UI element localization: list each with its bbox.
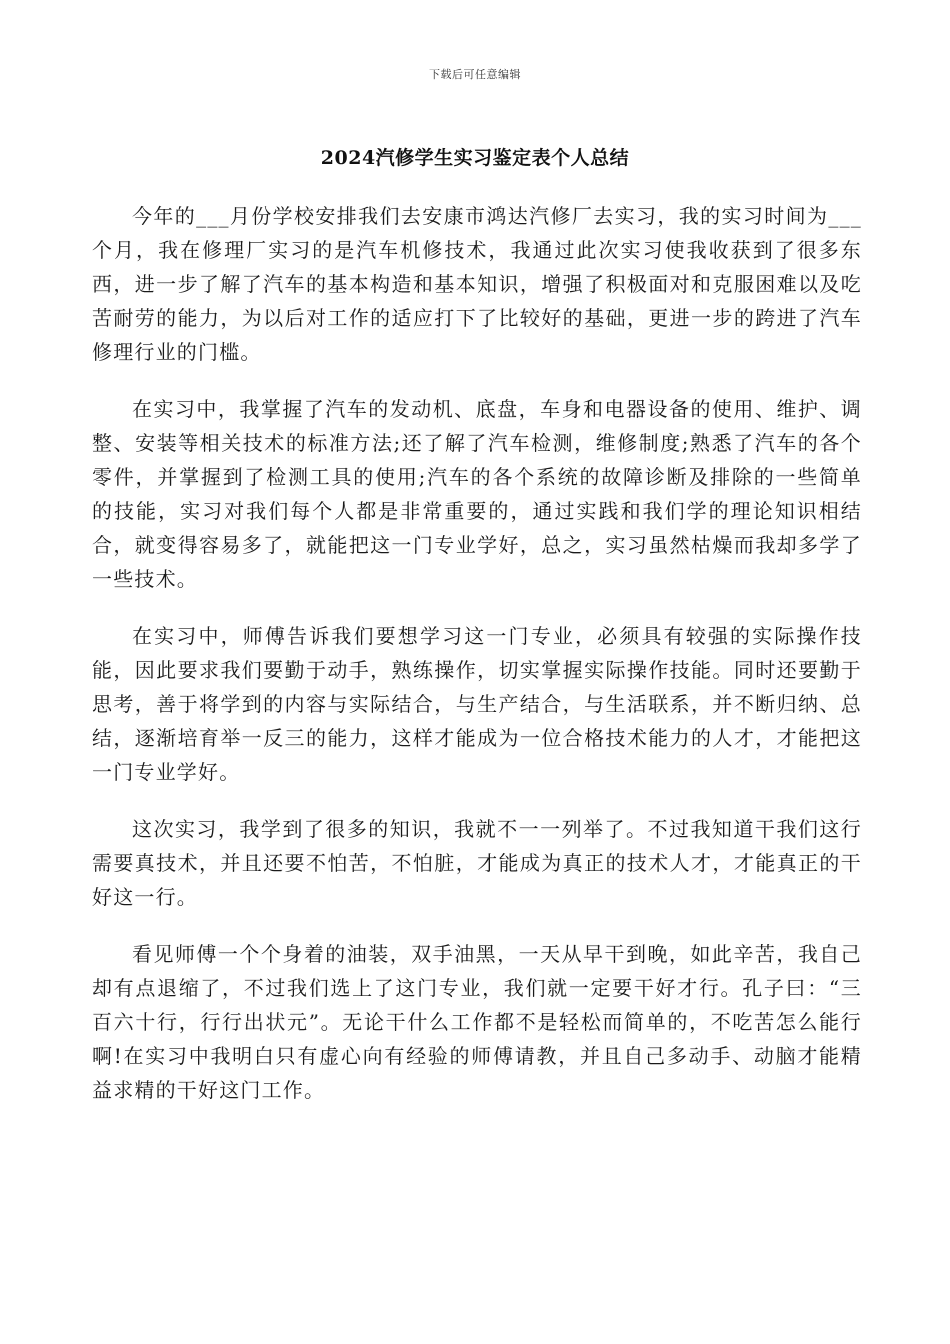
paragraph-4: 这次实习，我学到了很多的知识，我就不一一列举了。不过我知道干我们这行需要真技术，并且还要不怕苦，不怕脏，才能成为真正的技术人才，才能真正的干好这一行。 (92, 817, 862, 909)
paragraph-5: 看见师傅一个个身着的油装，双手油黑，一天从早干到晚，如此辛苦，我自己却有点退缩了，不过我们选上了这门专业，我们就一定要干好才行。孔子曰：“三百六十行，行行出状元”。无论干什么工作都不是轻松而简单的，不吃苦怎么能行啊!在实习中我明白只有虚心向有经验的师傅请教，并且自己多动手、动脑才能精益求精的干好这门工作。 (92, 942, 862, 1102)
paragraph-1: 今年的___月份学校安排我们去安康市鸿达汽修厂去实习，我的实习时间为___个月，我在修理厂实习的是汽车机修技术，我通过此次实习使我收获到了很多东西，进一步了解了汽车的基本构造和基本知识，增强了积极面对和克服困难以及吃苦耐劳的能力，为以后对工作的适应打下了比较好的基础，更进一步的跨进了汽车修理行业的门槛。 (92, 204, 862, 364)
paragraph-3: 在实习中，师傅告诉我们要想学习这一门专业，必须具有较强的实际操作技能，因此要求我们要勤于动手，熟练操作，切实掌握实际操作技能。同时还要勤于思考，善于将学到的内容与实际结合，与生产结合，与生活联系，并不断归纳、总结，逐渐培育举一反三的能力，这样才能成为一位合格技术能力的人才，才能把这一门专业学好。 (92, 624, 862, 784)
header-note: 下载后可任意编辑 (429, 68, 521, 81)
paragraph-2: 在实习中，我掌握了汽车的发动机、底盘，车身和电器设备的使用、维护、调整、安装等相关技术的标准方法;还了解了汽车检测，维修制度;熟悉了汽车的各个零件，并掌握到了检测工具的使用;汽车的各个系统的故障诊断及排除的一些简单的技能，实习对我们每个人都是非常重要的，通过实践和我们学的理论知识相结合，就变得容易多了，就能把这一门专业学好，总之，实习虽然枯燥而我却多学了一些技术。 (92, 397, 862, 591)
document-body (92, 199, 862, 1130)
document-title: 2024汽修学生实习鉴定表个人总结 (320, 147, 630, 169)
